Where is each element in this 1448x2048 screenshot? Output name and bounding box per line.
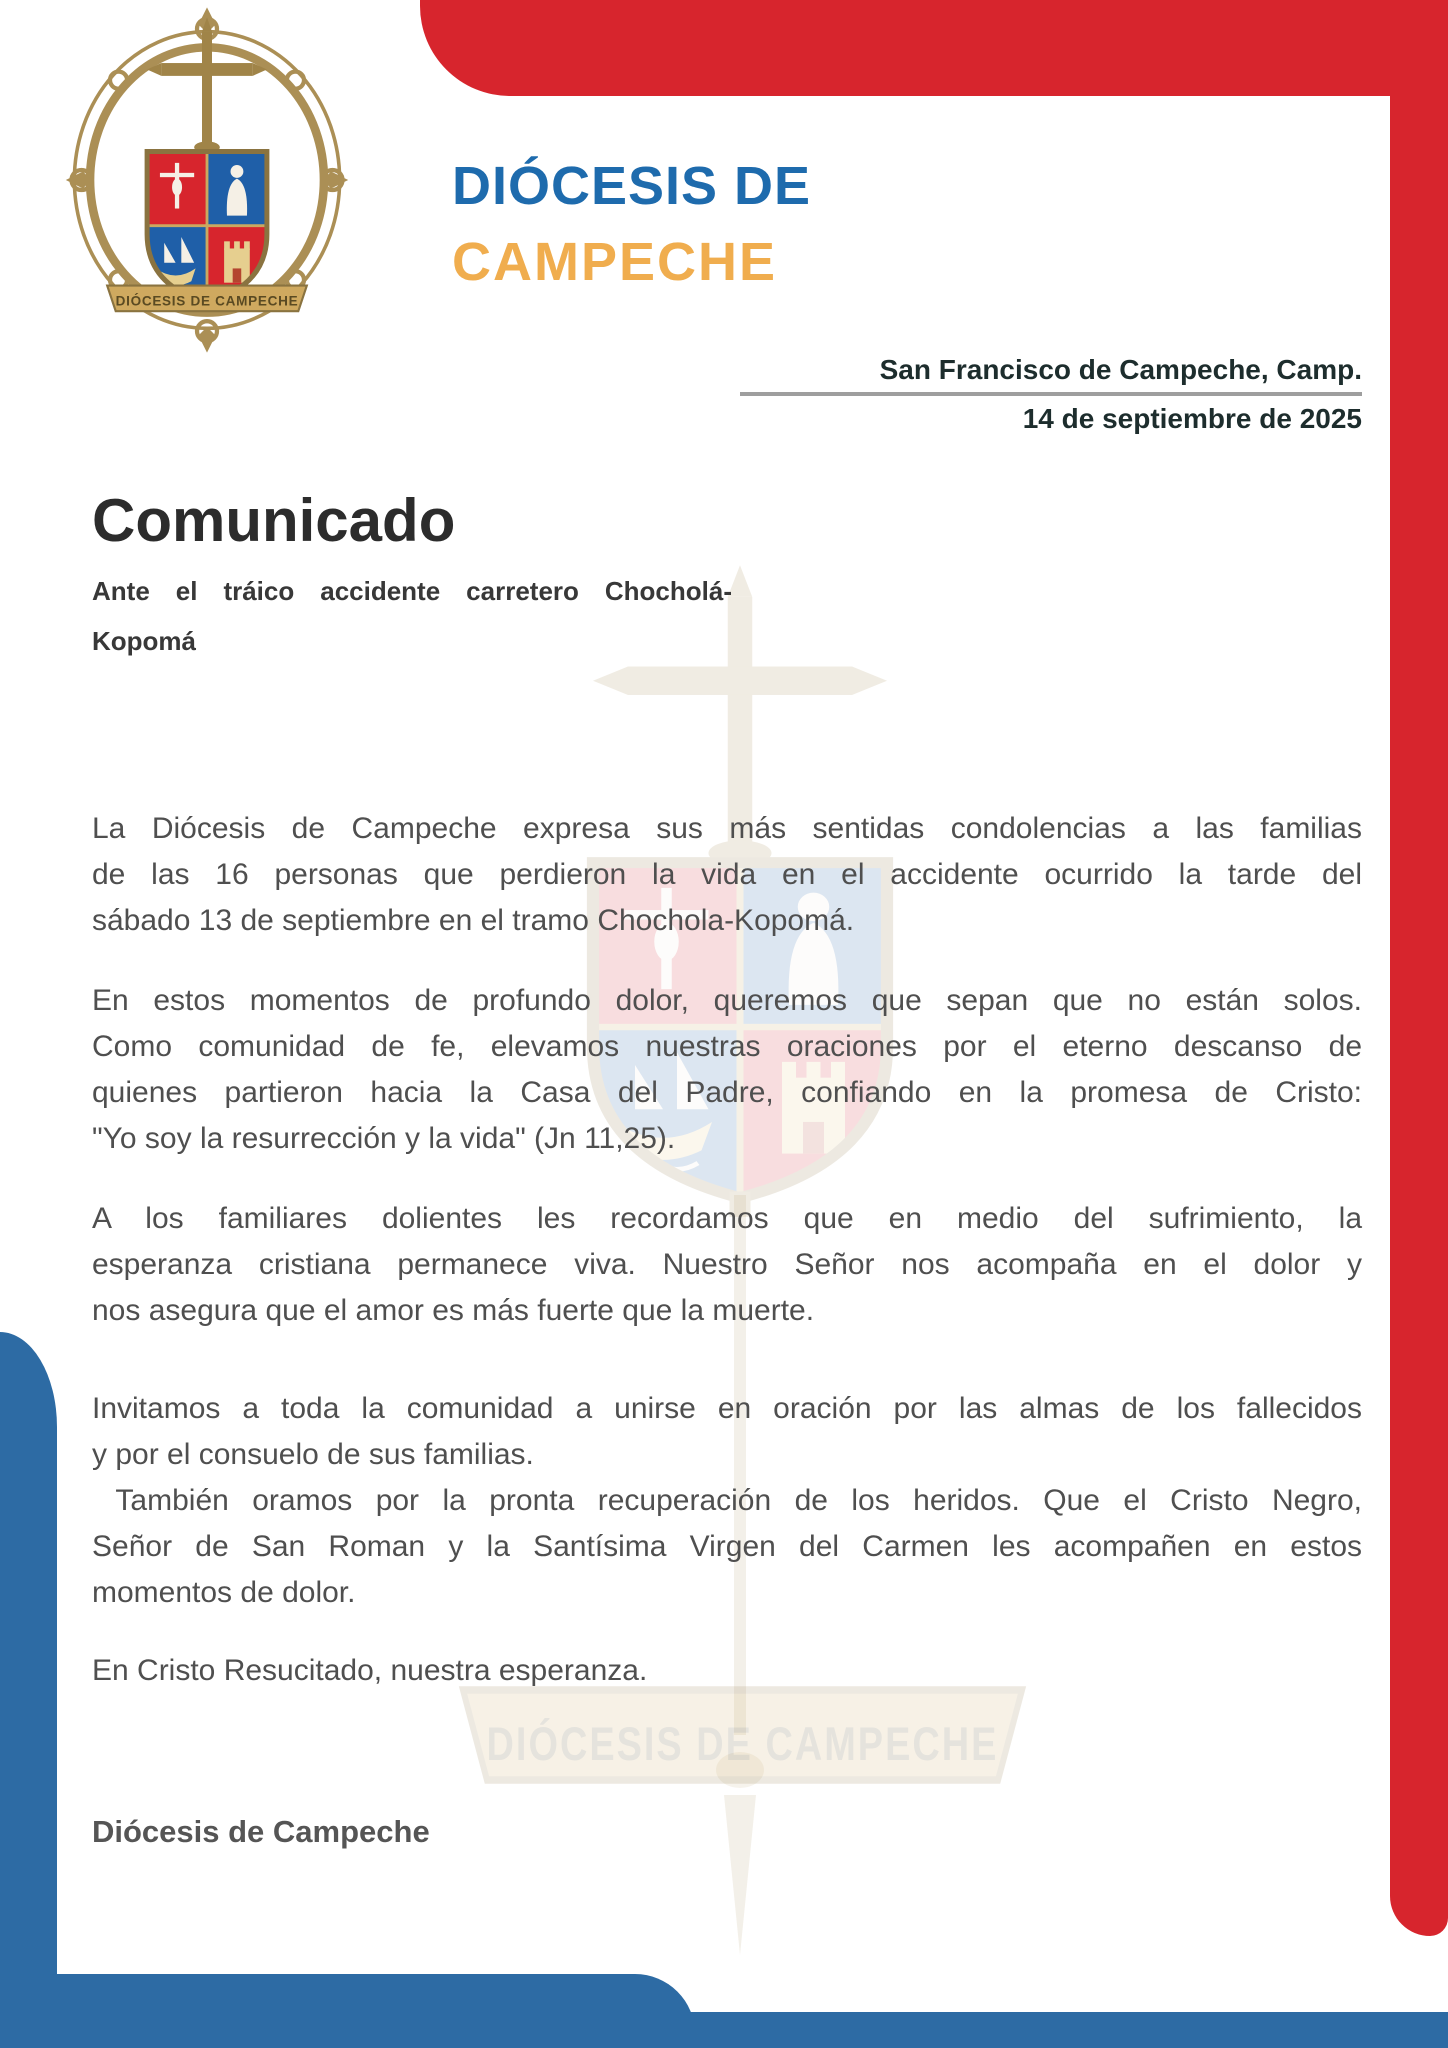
dateline-place: San Francisco de Campeche, Camp. <box>879 354 1362 385</box>
text-line: A los familiares dolientes les recordamos que en medio del sufrimiento, la <box>92 1202 1362 1235</box>
text-line: En estos momentos de profundo dolor, queremos que sepan que no están solos. <box>92 984 1362 1017</box>
brand-title <box>452 148 811 300</box>
text-line: Kopomá <box>92 626 196 656</box>
text-line: "Yo soy la resurrección y la vida" (Jn 11,25). <box>92 1122 676 1155</box>
dateline <box>740 352 1362 437</box>
text-line: La Diócesis de Campeche expresa sus más sentidas condolencias a las familias <box>92 812 1362 845</box>
blue-footer-bar <box>0 2012 1448 2048</box>
diocese-crest-logo <box>36 6 378 354</box>
paragraph-invitacion <box>92 1386 1362 1616</box>
brand-line-diocesis: DIÓCESIS DE <box>452 156 812 216</box>
text-line: momentos de dolor. <box>92 1576 356 1609</box>
paragraph-oraciones <box>92 978 1362 1162</box>
red-corner-shape-top <box>420 0 1448 96</box>
crest-watermark-banner <box>455 1680 1030 1810</box>
brand-line-campeche: CAMPECHE <box>452 232 778 292</box>
text-line: quienes partieron hacia la Casa del Padre, confiando en la promesa de Cristo: <box>92 1076 1362 1109</box>
text-line: y por el consuelo de sus familias. <box>92 1438 534 1471</box>
text-line: de las 16 personas que perdieron la vida en el accidente ocurrido la tarde del <box>92 858 1362 891</box>
text-line: Ante el tráico accidente carretero Chocholá- <box>92 576 732 606</box>
signature: Diócesis de Campeche <box>92 1814 430 1849</box>
red-edge-shape-right <box>1390 0 1448 1936</box>
watermark-banner-text: DIÓCESIS DE CAMPECHE <box>486 1718 999 1772</box>
text-line: Invitamos a toda la comunidad a unirse en oración por las almas de los fallecidos <box>92 1392 1362 1425</box>
document-subtitle <box>92 566 732 666</box>
logo-banner-text: DIÓCESIS DE CAMPECHE <box>115 293 299 309</box>
text-line: sábado 13 de septiembre en el tramo Chochola-Kopomá. <box>92 904 855 937</box>
paragraph-esperanza <box>92 1196 1362 1334</box>
blue-edge-shape-left <box>0 1332 57 2048</box>
dateline-rule <box>740 392 1362 396</box>
text-line: Señor de San Roman y la Santísima Virgen del Carmen les acompañen en estos <box>92 1530 1362 1563</box>
text-line: Como comunidad de fe, elevamos nuestras oraciones por el eterno descanso de <box>92 1030 1362 1063</box>
text-line: nos asegura que el amor es más fuerte que la muerte. <box>92 1294 815 1327</box>
dateline-date: 14 de septiembre de 2025 <box>1022 403 1362 434</box>
document-title: Comunicado <box>92 487 456 554</box>
paragraph-condolencias <box>92 806 1362 944</box>
text-line: esperanza cristiana permanece viva. Nuestro Señor nos acompaña en el dolor y <box>92 1248 1362 1281</box>
text-line: También oramos por la pronta recuperación de los heridos. Que el Cristo Negro, <box>92 1484 1362 1517</box>
closing-line: En Cristo Resucitado, nuestra esperanza. <box>92 1654 648 1687</box>
